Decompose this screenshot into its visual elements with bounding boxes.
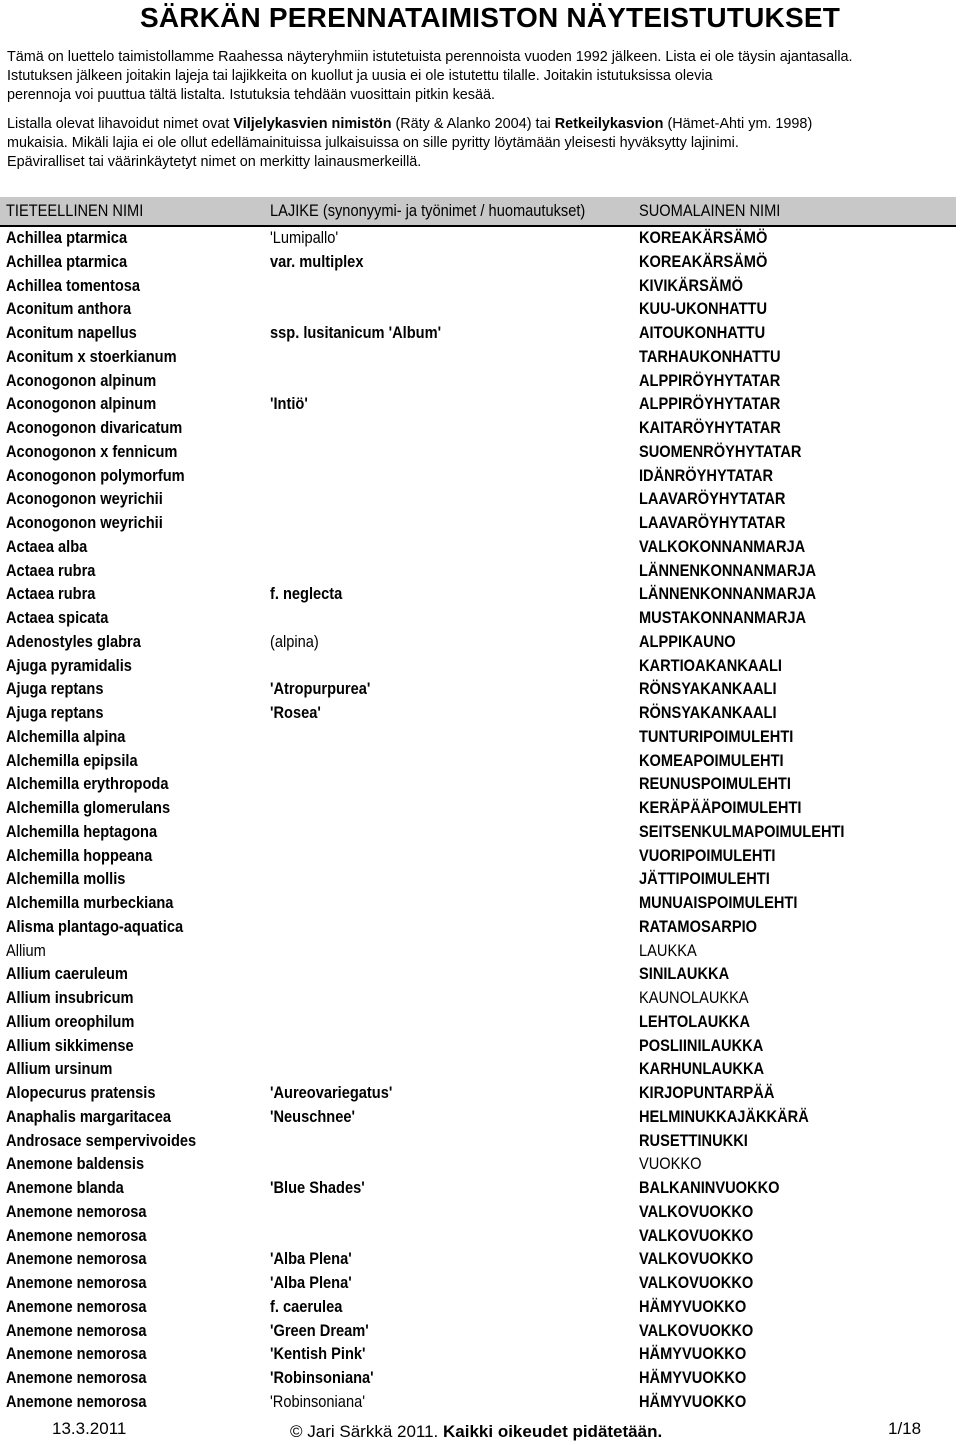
- page-title: SÄRKÄN PERENNATAIMISTON NÄYTEISTUTUKSET: [139, 2, 841, 33]
- table-row: [0, 987, 956, 1011]
- finnish-name-cell: VALKOVUOKKO: [639, 1201, 754, 1221]
- cultivar-cell: 'Robinsoniana': [270, 1391, 366, 1411]
- table-row: [0, 892, 956, 916]
- scientific-name-cell: Ajuga reptans: [6, 679, 104, 699]
- table-row: [0, 346, 956, 370]
- cultivar-cell: 'Kentish Pink': [270, 1344, 366, 1364]
- scientific-name-cell: Anemone nemorosa: [6, 1344, 147, 1364]
- cultivar-cell: f. neglecta: [270, 584, 343, 604]
- table-row: [0, 536, 956, 560]
- scientific-name-cell: Anemone baldensis: [6, 1154, 145, 1174]
- table-row: [0, 560, 956, 584]
- rights-text: Kaikki oikeudet pidätetään.: [443, 1422, 663, 1441]
- scientific-name-cell: Alchemilla alpina: [6, 726, 126, 746]
- finnish-name-cell: JÄTTIPOIMULEHTI: [639, 869, 770, 889]
- finnish-name-cell: LAUKKA: [639, 940, 697, 960]
- table-row: [0, 916, 956, 940]
- scientific-name-cell: Achillea ptarmica: [6, 228, 128, 247]
- scientific-name-cell: Anemone nemorosa: [6, 1368, 147, 1387]
- intro-text-fragment: (Hämet-Ahti ym. 1998): [663, 116, 813, 132]
- cultivar-cell: 'Rosea': [270, 703, 321, 722]
- scientific-name-cell: Alchemilla glomerulans: [6, 798, 171, 817]
- cultivar-cell: ssp. lusitanicum 'Album': [270, 323, 442, 342]
- table-row: [0, 773, 956, 797]
- table-row: [0, 821, 956, 845]
- table-row: [0, 1035, 956, 1059]
- scientific-name-cell: Anemone nemorosa: [6, 1320, 147, 1340]
- table-row: [0, 1296, 956, 1320]
- table-row: [0, 1391, 956, 1415]
- table-row: [0, 1367, 956, 1391]
- table-header: [0, 197, 956, 227]
- scientific-name-cell: Allium caeruleum: [6, 964, 128, 984]
- scientific-name-cell: Alopecurus pratensis: [6, 1083, 156, 1102]
- scientific-name-cell: Anemone nemorosa: [6, 1296, 147, 1316]
- scientific-name-cell: Allium sikkimense: [6, 1035, 134, 1055]
- finnish-name-cell: HÄMYVUOKKO: [639, 1391, 747, 1411]
- finnish-name-cell: KAUNOLAUKKA: [639, 988, 749, 1007]
- cultivar-cell: 'Alba Plena': [270, 1249, 352, 1269]
- cultivar-cell: 'Neuschnee': [270, 1106, 355, 1126]
- scientific-name-cell: Actaea rubra: [6, 584, 96, 604]
- intro-text-fragment: (Räty & Alanko 2004) tai: [391, 116, 555, 132]
- finnish-name-cell: MUSTAKONNANMARJA: [639, 608, 807, 627]
- cultivar-cell: (alpina): [270, 631, 319, 651]
- table-row: [0, 845, 956, 869]
- scientific-name-cell: Anemone nemorosa: [6, 1273, 147, 1292]
- table-row: [0, 797, 956, 821]
- table-row: [0, 631, 956, 655]
- finnish-name-cell: SEITSENKULMAPOIMULEHTI: [639, 821, 845, 841]
- table-row: [0, 417, 956, 441]
- scientific-name-cell: Actaea alba: [6, 536, 88, 556]
- scientific-name-cell: Anemone blanda: [6, 1178, 124, 1197]
- scientific-name-cell: Anemone nemorosa: [6, 1249, 147, 1269]
- finnish-name-cell: KARHUNLAUKKA: [639, 1059, 765, 1079]
- table-row: [0, 607, 956, 631]
- scientific-name-cell: Allium ursinum: [6, 1059, 113, 1079]
- scientific-name-cell: Aconogonon alpinum: [6, 370, 157, 390]
- cultivar-cell: 'Robinsoniana': [270, 1368, 374, 1387]
- finnish-name-cell: IDÄNRÖYHYTATAR: [639, 465, 774, 485]
- finnish-name-cell: LAAVARÖYHYTATAR: [639, 489, 786, 509]
- finnish-name-cell: KOMEAPOIMULEHTI: [639, 750, 784, 770]
- finnish-name-cell: VALKOKONNANMARJA: [639, 536, 806, 556]
- scientific-name-cell: Aconogonon weyrichii: [6, 513, 163, 532]
- scientific-name-cell: Aconogonon x fennicum: [6, 441, 178, 461]
- source-reference: Viljelykasvien nimistön: [233, 116, 392, 132]
- scientific-name-cell: Androsace sempervivoides: [6, 1130, 197, 1150]
- scientific-name-cell: Alchemilla erythropoda: [6, 774, 169, 794]
- table-row: [0, 465, 956, 489]
- finnish-name-cell: REUNUSPOIMULEHTI: [639, 774, 791, 794]
- scientific-name-cell: Alchemilla murbeckiana: [6, 893, 174, 912]
- cultivar-cell: 'Blue Shades': [270, 1178, 365, 1197]
- scientific-name-cell: Allium oreophilum: [6, 1011, 135, 1031]
- scientific-name-cell: Alchemilla epipsila: [6, 750, 138, 770]
- finnish-name-cell: KAITARÖYHYTATAR: [639, 418, 781, 437]
- finnish-name-cell: AITOUKONHATTU: [639, 323, 766, 342]
- plant-table: [0, 227, 956, 1415]
- intro-line: mukaisia. Mikäli lajia ei ole ollut edellämainituissa julkaisuissa on sille pyritty löytämään yleisesti hyväksytty lajinimi.: [7, 135, 739, 151]
- cultivar-cell: 'Green Dream': [270, 1320, 369, 1340]
- finnish-name-cell: HÄMYVUOKKO: [639, 1368, 747, 1387]
- scientific-name-cell: Aconogonon polymorfum: [6, 465, 185, 485]
- table-row: [0, 868, 956, 892]
- finnish-name-cell: LÄNNENKONNANMARJA: [639, 560, 817, 580]
- table-row: [0, 702, 956, 726]
- table-row: [0, 726, 956, 750]
- cultivar-cell: 'Atropurpurea': [270, 679, 371, 699]
- table-row: [0, 1058, 956, 1082]
- scientific-name-cell: Anemone nemorosa: [6, 1201, 147, 1221]
- table-row: [0, 251, 956, 275]
- finnish-name-cell: KOREAKÄRSÄMÖ: [639, 251, 768, 271]
- finnish-name-cell: MUNUAISPOIMULEHTI: [639, 893, 798, 912]
- table-row: [0, 750, 956, 774]
- table-row: [0, 1082, 956, 1106]
- intro-line: Epäviralliset tai väärinkäytetyt nimet on merkitty lainausmerkeillä.: [7, 154, 422, 170]
- intro-line: Istutuksen jälkeen joitakin lajeja tai lajikkeita on kuollut ja uusia ei ole istutettu tilalle. Joitakin istutuksissa olevia: [7, 68, 713, 84]
- table-row: [0, 1272, 956, 1296]
- table-row: [0, 1106, 956, 1130]
- finnish-name-cell: SUOMENRÖYHYTATAR: [639, 441, 802, 461]
- finnish-name-cell: RUSETTINUKKI: [639, 1130, 748, 1150]
- scientific-name-cell: Aconitum x stoerkianum: [6, 346, 177, 366]
- table-row: [0, 1011, 956, 1035]
- table-row: [0, 1248, 956, 1272]
- table-row: [0, 1130, 956, 1154]
- table-row: [0, 1153, 956, 1177]
- table-row: [0, 1225, 956, 1249]
- table-row: [0, 393, 956, 417]
- finnish-name-cell: ALPPIRÖYHYTATAR: [639, 370, 781, 390]
- source-reference: Retkeilykasvion: [554, 116, 664, 132]
- table-row: [0, 512, 956, 536]
- intro-line: Tämä on luettelo taimistollamme Raahessa näyteryhmiin istutetuista perennoista vuoden 1992 jälkeen. Lista ei ole täysin ajantasalla.: [7, 49, 853, 65]
- finnish-name-cell: HÄMYVUOKKO: [639, 1344, 747, 1364]
- finnish-name-cell: KOREAKÄRSÄMÖ: [639, 228, 768, 247]
- scientific-name-cell: Alchemilla mollis: [6, 869, 126, 889]
- finnish-name-cell: ALPPIKAUNO: [639, 631, 736, 651]
- scientific-name-cell: Alchemilla heptagona: [6, 821, 158, 841]
- finnish-name-cell: VUOKKO: [639, 1154, 702, 1174]
- finnish-name-cell: VALKOVUOKKO: [639, 1320, 754, 1340]
- table-row: [0, 441, 956, 465]
- finnish-name-cell: HELMINUKKAJÄKKÄRÄ: [639, 1106, 809, 1126]
- cultivar-cell: 'Intiö': [270, 394, 308, 414]
- scientific-name-cell: Aconogonon alpinum: [6, 394, 157, 414]
- finnish-name-cell: LAAVARÖYHYTATAR: [639, 513, 786, 532]
- cultivar-cell: 'Lumipallo': [270, 228, 339, 247]
- scientific-name-cell: Achillea tomentosa: [6, 275, 141, 295]
- cultivar-cell: 'Alba Plena': [270, 1273, 352, 1292]
- scientific-name-cell: Aconogonon divaricatum: [6, 418, 183, 437]
- scientific-name-cell: Aconitum anthora: [6, 299, 132, 319]
- table-row: [0, 1177, 956, 1201]
- intro-line: [7, 115, 960, 134]
- scientific-name-cell: Anemone nemorosa: [6, 1391, 147, 1411]
- finnish-name-cell: VUORIPOIMULEHTI: [639, 845, 776, 865]
- cultivar-cell: f. caerulea: [270, 1296, 343, 1316]
- finnish-name-cell: LÄNNENKONNANMARJA: [639, 584, 817, 604]
- finnish-name-cell: HÄMYVUOKKO: [639, 1296, 747, 1316]
- table-row: [0, 298, 956, 322]
- scientific-name-cell: Alisma plantago-aquatica: [6, 916, 184, 936]
- scientific-name-cell: Adenostyles glabra: [6, 631, 141, 651]
- intro-line: perennoja voi puuttua tältä listalta. Istutuksia tehdään vuosittain pitkin kesää.: [7, 87, 495, 103]
- footer-date: 13.3.2011: [52, 1419, 127, 1438]
- cultivar-cell: 'Aureovariegatus': [270, 1083, 393, 1102]
- scientific-name-cell: Ajuga reptans: [6, 703, 104, 722]
- table-row: [0, 370, 956, 394]
- finnish-name-cell: RÖNSYAKANKAALI: [639, 679, 777, 699]
- scientific-name-cell: Anaphalis margaritacea: [6, 1106, 171, 1126]
- scientific-name-cell: Achillea ptarmica: [6, 251, 128, 271]
- scientific-name-cell: Allium insubricum: [6, 988, 134, 1007]
- finnish-name-cell: KARTIOAKANKAALI: [639, 655, 782, 675]
- finnish-name-cell: RÖNSYAKANKAALI: [639, 703, 777, 722]
- table-row: [0, 322, 956, 346]
- finnish-name-cell: RATAMOSARPIO: [639, 916, 758, 936]
- header-cultivar: LAJIKE (synonyymi- ja työnimet / huomautukset): [270, 201, 586, 220]
- scientific-name-cell: Alchemilla hoppeana: [6, 845, 153, 865]
- copyright-text: © Jari Särkkä 2011.: [290, 1422, 439, 1441]
- page-footer: [0, 1417, 960, 1445]
- scientific-name-cell: Ajuga pyramidalis: [6, 655, 132, 675]
- intro-text-fragment: Listalla olevat lihavoidut nimet ovat: [7, 116, 234, 132]
- scientific-name-cell: Aconitum napellus: [6, 323, 137, 342]
- header-scientific-name: TIETEELLINEN NIMI: [6, 201, 144, 220]
- scientific-name-cell: Anemone nemorosa: [6, 1225, 147, 1245]
- finnish-name-cell: LEHTOLAUKKA: [639, 1011, 751, 1031]
- scientific-name-cell: Actaea rubra: [6, 560, 96, 580]
- finnish-name-cell: VALKOVUOKKO: [639, 1225, 754, 1245]
- finnish-name-cell: KIVIKÄRSÄMÖ: [639, 275, 743, 295]
- table-row: [0, 655, 956, 679]
- footer-copyright: [290, 1422, 662, 1442]
- cultivar-cell: var. multiplex: [270, 251, 364, 271]
- table-row: [0, 1201, 956, 1225]
- finnish-name-cell: VALKOVUOKKO: [639, 1273, 754, 1292]
- finnish-name-cell: ALPPIRÖYHYTATAR: [639, 394, 781, 414]
- finnish-name-cell: TARHAUKONHATTU: [639, 346, 781, 366]
- finnish-name-cell: VALKOVUOKKO: [639, 1249, 754, 1269]
- finnish-name-cell: SINILAUKKA: [639, 964, 730, 984]
- scientific-name-cell: Actaea spicata: [6, 608, 109, 627]
- finnish-name-cell: POSLIINILAUKKA: [639, 1035, 764, 1055]
- table-row: [0, 227, 956, 251]
- finnish-name-cell: KERÄPÄÄPOIMULEHTI: [639, 798, 802, 817]
- table-row: [0, 488, 956, 512]
- finnish-name-cell: KUU-UKONHATTU: [639, 299, 768, 319]
- table-row: [0, 1320, 956, 1344]
- finnish-name-cell: BALKANINVUOKKO: [639, 1178, 780, 1197]
- finnish-name-cell: TUNTURIPOIMULEHTI: [639, 726, 794, 746]
- page-number: 1/18: [888, 1419, 922, 1438]
- table-row: [0, 963, 956, 987]
- intro-text: [7, 48, 960, 172]
- scientific-name-cell: Allium: [6, 940, 46, 960]
- finnish-name-cell: KIRJOPUNTARPÄÄ: [639, 1083, 775, 1102]
- table-row: [0, 940, 956, 964]
- table-row: [0, 275, 956, 299]
- header-finnish-name: SUOMALAINEN NIMI: [639, 201, 781, 220]
- table-row: [0, 1343, 956, 1367]
- table-row: [0, 583, 956, 607]
- table-row: [0, 678, 956, 702]
- scientific-name-cell: Aconogonon weyrichii: [6, 489, 163, 509]
